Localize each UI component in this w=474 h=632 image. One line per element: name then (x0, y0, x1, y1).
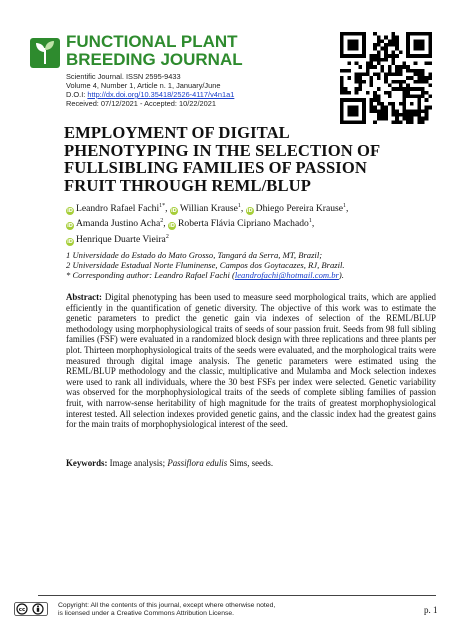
author (66, 218, 168, 229)
author-separator: , (165, 203, 170, 215)
page-number: p. 1 (424, 605, 438, 615)
author-affiliation-mark: 1 (237, 203, 241, 209)
author-separator: , (240, 203, 246, 215)
journal-name-line1: FUNCTIONAL PLANT (66, 32, 238, 51)
journal-name (66, 33, 306, 69)
author-name: Willian Krause (179, 203, 238, 215)
affiliation-1: 1 Universidade do Estado do Mato Grosso, Tangará da Serra, MT, Brazil; (66, 250, 323, 260)
author-name: Henrique Duarte Vieira (76, 233, 166, 245)
paper-title (64, 124, 444, 194)
footer-divider (38, 595, 436, 596)
author (246, 203, 349, 214)
author-separator: , (346, 203, 349, 215)
keywords (66, 458, 436, 469)
author-affiliation-mark: 2 (165, 233, 169, 240)
author-affiliation-mark: 2 (160, 218, 164, 225)
abstract-label: Abstract: (66, 292, 102, 302)
author-name: Roberta Flávia Cipriano Machado (178, 218, 309, 230)
author-separator: , (311, 218, 315, 230)
copyright-line2: is licensed under a Creative Commons Attribution License. (58, 610, 235, 618)
author-separator: , (163, 218, 168, 230)
author-name: Amanda Justino Acha (76, 218, 161, 230)
corresponding-prefix: * Corresponding author: Leandro Rafael Fachi ( (66, 270, 235, 281)
title-line: EMPLOYMENT OF DIGITAL (64, 123, 290, 142)
copyright-line1: Copyright: All the contents of this journal, except where otherwise noted, (58, 602, 276, 609)
author-name: Leandro Rafael Fachi (76, 203, 160, 215)
journal-name-line2: BREEDING JOURNAL (66, 50, 243, 69)
keywords-species: Passiflora edulis (167, 458, 228, 468)
orcid-icon[interactable]: iD (67, 223, 73, 230)
issn-line: Scientific Journal. ISSN 2595-9433 (66, 72, 181, 81)
author-affiliation-mark: 1 (308, 218, 312, 225)
author-name: Dhiego Pereira Krause (255, 203, 344, 215)
author (170, 203, 246, 214)
corresponding-author (66, 270, 446, 280)
journal-meta (66, 72, 326, 108)
author-affiliation-mark: 1 (343, 203, 347, 209)
corresponding-email-link[interactable]: leandrofachi@hotmail.com.br (234, 270, 339, 281)
journal-logo-icon (30, 38, 60, 68)
doi-link[interactable]: http://dx.doi.org/10.35418/2526-4117/v4n1a1 (87, 90, 235, 99)
title-line: PHENOTYPING IN THE SELECTION OF (64, 140, 381, 160)
orcid-icon[interactable]: iD (170, 208, 177, 215)
title-line: FRUIT THROUGH REML/BLUP (64, 175, 311, 195)
corresponding-suffix: ). (338, 270, 344, 281)
author (66, 203, 170, 214)
received-line: Received: 07/12/2021 - Accepted: 10/22/2021 (66, 99, 216, 108)
doi-line (66, 90, 326, 99)
keywords-text-before: Image analysis; (107, 458, 168, 468)
qr-code-icon (340, 32, 432, 124)
title-line: FULLSIBLING FAMILIES OF PASSION (64, 158, 367, 177)
abstract-text: Digital phenotyping has been used to measure seed morphological traits, which are applied efficiently in the quantification of genetic diversity. The objective of this work was to estimate the genetic parameters to predict the genetic gain via indexes of selection of the REML/BLUP methodology using morphophysiological traits of seeds of sour passion fruit. Seeds from 98 full sibling families (FSF) were evaluated in a randomized block design with three replications and three plants per plot. Thirteen morphophysiological traits of the seeds were evaluated, and the morphological traits were measured through digital image analysis. The genetic parameters were estimated using the REML/BLUP methodology and the classic, multiplicative and Mulamba and Mock selection indexes were used to rank all individuals, where the 30 best FSFs per index were selected. Genetic variability was observed for the morphophysiological traits of the seeds of complete sibling families of passion fruit, with narrow-sense heritability of high magnitude for the traits of greatest morphophysiological interest tested. All selection indexes provided genetic gains, and the classic index had the greatest gains for the main traits of morphophysiological interest of the seed. (66, 292, 436, 430)
doi-prefix: D.O.I: (66, 90, 88, 99)
orcid-icon[interactable]: iD (246, 208, 253, 215)
keywords-text-after: Sims, seeds. (227, 458, 274, 468)
copyright-notice (58, 602, 348, 618)
orcid-icon[interactable]: iD (169, 223, 175, 230)
abstract (66, 292, 436, 430)
svg-text:cc: cc (18, 607, 26, 614)
author-list (66, 200, 436, 246)
orcid-icon[interactable]: iD (67, 238, 73, 245)
volume-line: Volume 4, Number 1, Article n. 1, January/June (66, 81, 221, 90)
keywords-label: Keywords: (66, 458, 108, 468)
author-affiliation-mark: 1* (159, 203, 166, 209)
affiliation-2: 2 Universidade Estadual Norte Fluminense, Campos dos Goytacazes, RJ, Brazil. (66, 260, 345, 271)
author (66, 234, 169, 245)
orcid-icon[interactable]: iD (67, 208, 73, 215)
creative-commons-by-icon[interactable] (14, 602, 48, 616)
author (168, 218, 314, 229)
affiliations (66, 250, 446, 281)
